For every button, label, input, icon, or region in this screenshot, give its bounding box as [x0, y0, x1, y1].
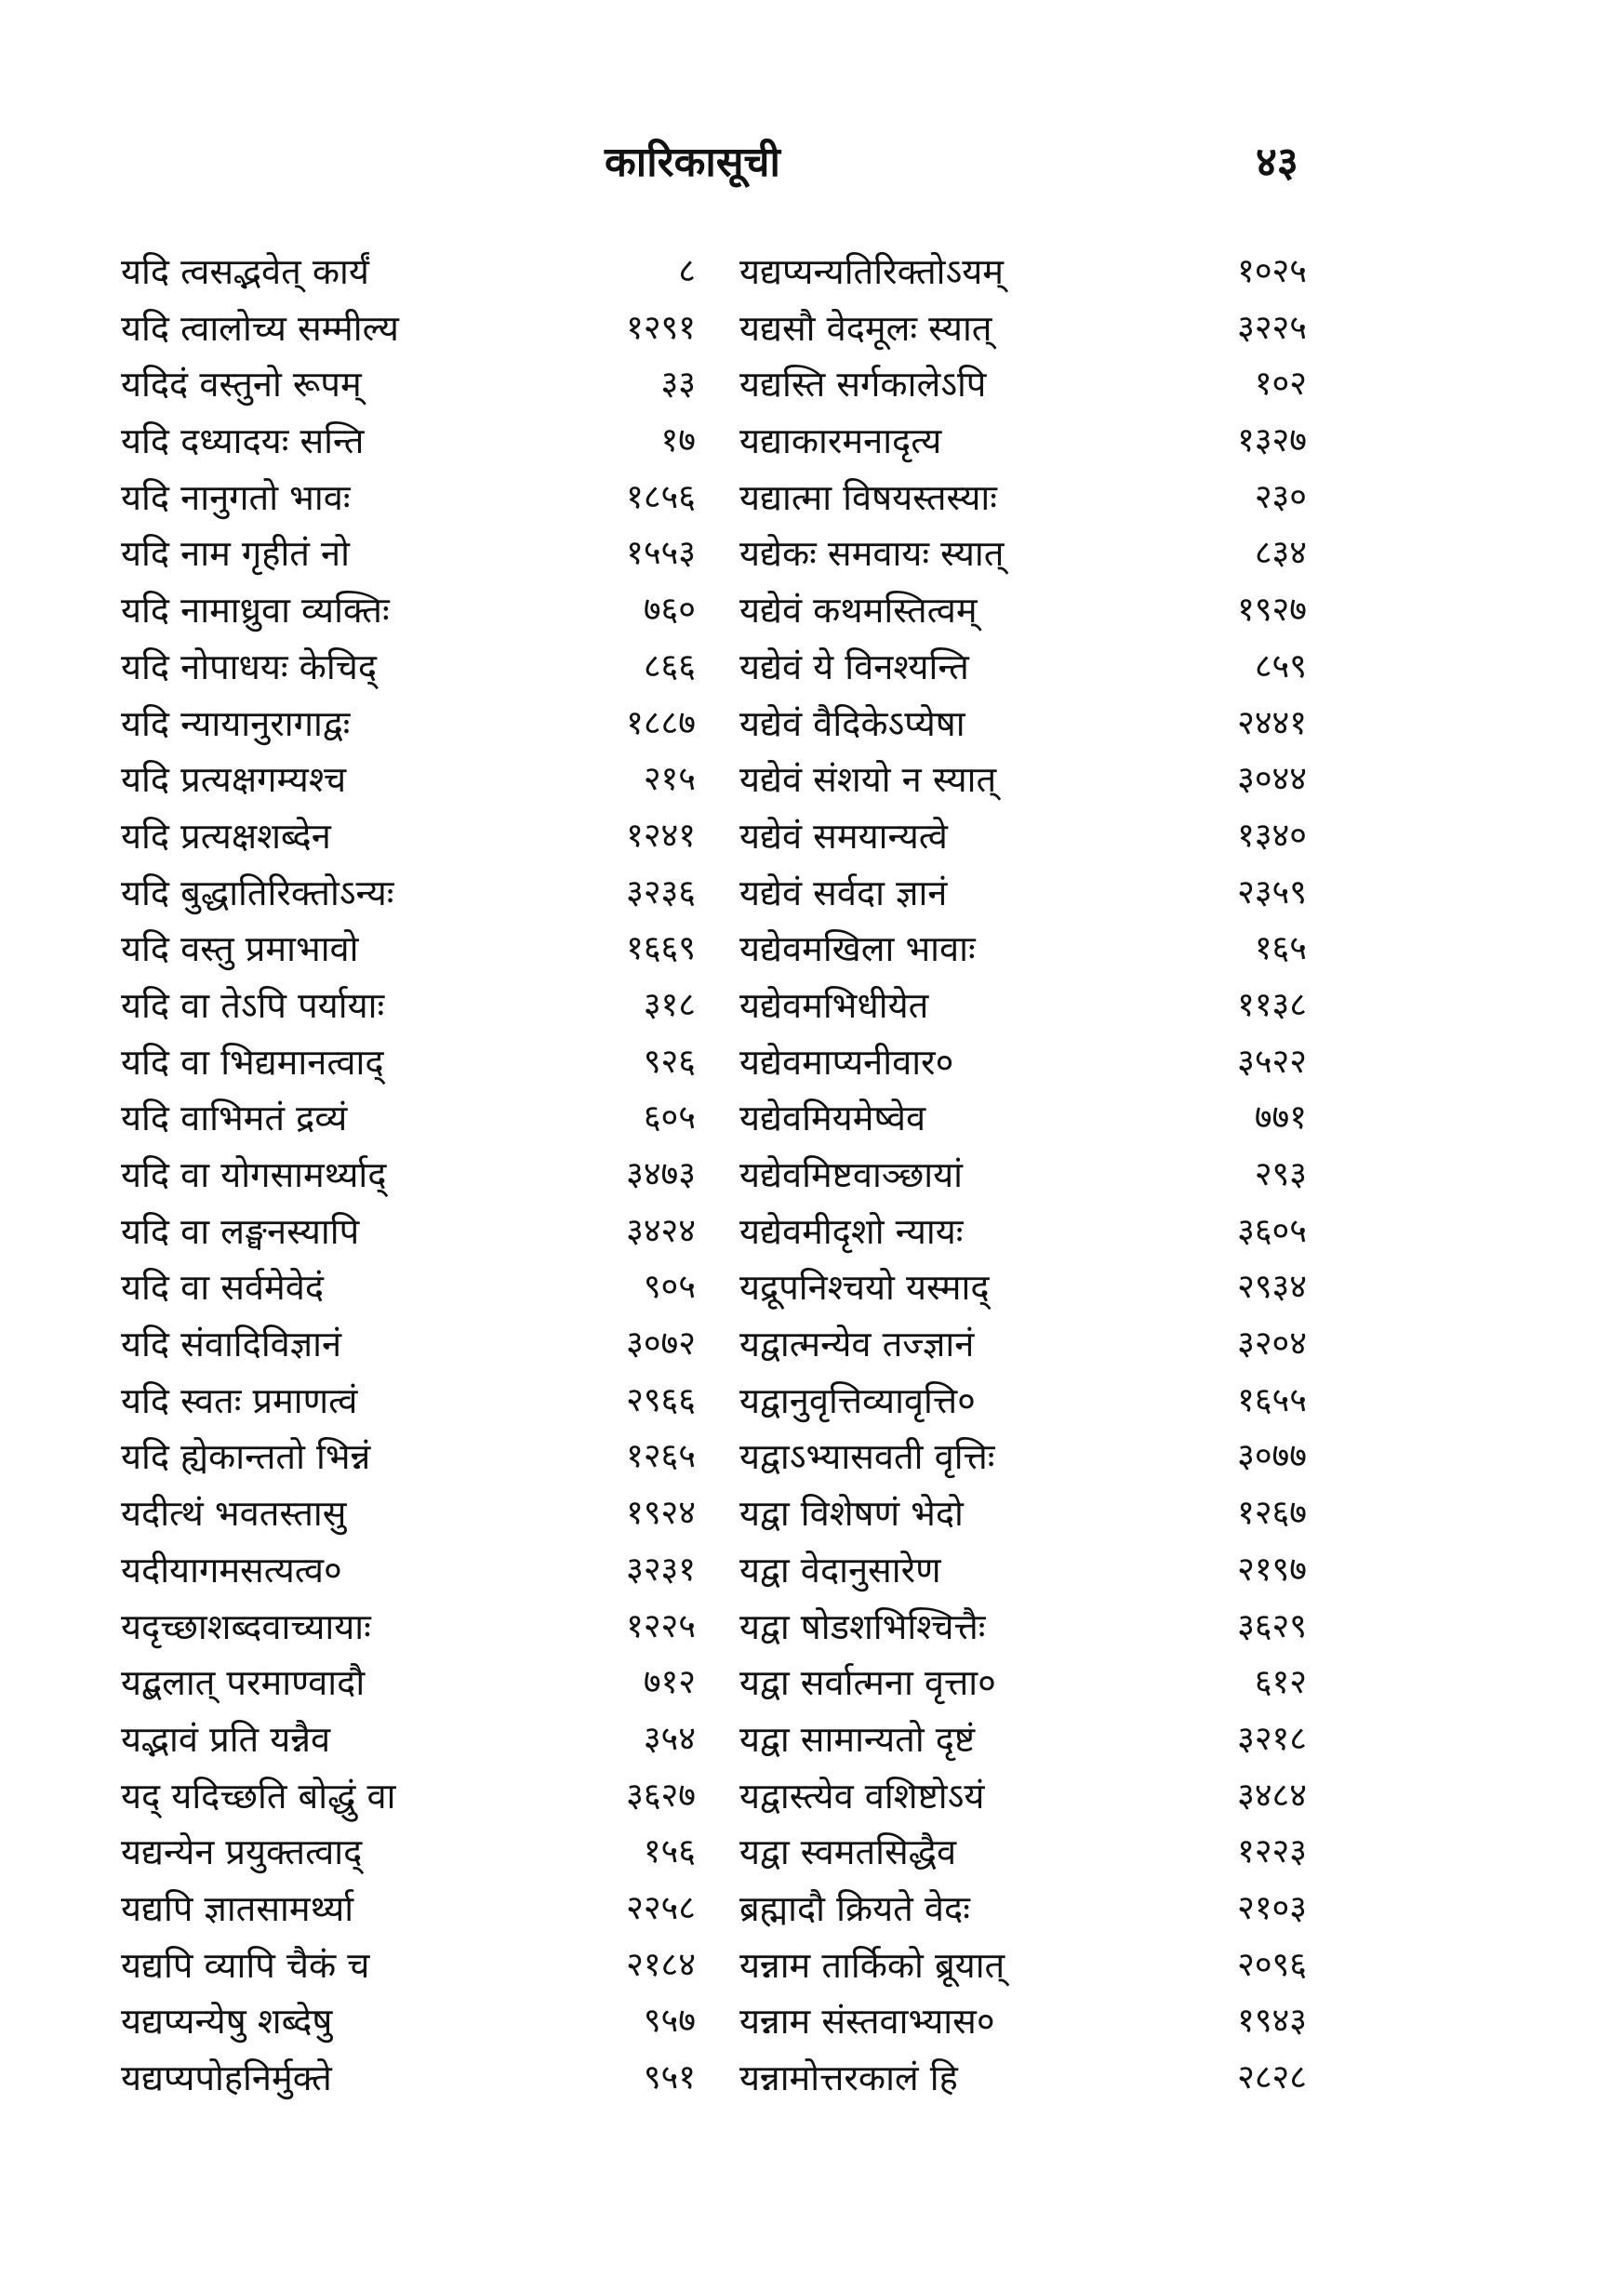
karika-number: ३२२५: [1237, 308, 1307, 347]
karika-number: ७१२: [643, 1663, 696, 1702]
karika-number: ३६२७: [626, 1776, 696, 1815]
karika-number: २१५: [643, 760, 696, 799]
karika-number: १०२५: [1237, 252, 1307, 290]
karika-number: १५५३: [626, 534, 696, 573]
karika-number: १९४३: [1237, 2002, 1307, 2041]
index-entry: [121, 1090, 707, 1147]
page-header: [0, 130, 1624, 195]
karika-text: यदिदं वस्तुनो रूपम्: [121, 364, 362, 406]
karika-number: १३४०: [1237, 816, 1307, 855]
index-entry: [739, 1429, 1316, 1485]
karika-text: यदृच्छाशब्दवाच्यायाः: [121, 1605, 371, 1647]
karika-text: यद्वात्मन्येव तज्ज्ञानं: [739, 1324, 975, 1365]
karika-text: यदि वा सर्वमेवेदं: [121, 1267, 325, 1309]
index-entry: [739, 526, 1316, 582]
karika-text: यद्वा सर्वात्मना वृत्ता०: [739, 1662, 996, 1704]
index-entry: [121, 1259, 707, 1316]
karika-text: यद्यप्यन्यतिरिक्तोऽयम्: [739, 251, 1004, 292]
index-entry: [121, 808, 707, 865]
index-entry: [739, 921, 1316, 978]
karika-number: ३०७२: [626, 1325, 696, 1364]
karika-number: ३२१८: [1237, 1719, 1307, 1758]
karika-number: ८: [678, 252, 696, 290]
karika-text: यद्वा वेदानुसारेण: [739, 1549, 941, 1591]
karika-number: ३३: [660, 365, 696, 404]
karika-number: ३२३१: [626, 1550, 696, 1589]
index-entry: [739, 1824, 1316, 1881]
index-entry: [739, 1147, 1316, 1204]
karika-number: ७६०: [643, 591, 696, 630]
index-entry: [739, 1542, 1316, 1599]
karika-text: यद्येवमीदृशो न्यायः: [739, 1210, 964, 1252]
index-entry: [739, 1655, 1316, 1711]
karika-number: ८६६: [643, 646, 696, 686]
index-entry: [121, 1599, 707, 1656]
karika-number: २१०३: [1237, 1888, 1307, 1927]
index-entry: [739, 244, 1316, 300]
karika-text: यद्येवं वैदिकेऽप्येषा: [739, 702, 965, 744]
karika-number: १६५: [1254, 929, 1307, 968]
karika-text: यद्येवं सर्वदा ज्ञानं: [739, 872, 948, 913]
index-entry: [739, 978, 1316, 1034]
karika-text: यद्यस्ति सर्गकालेऽपि: [739, 364, 987, 406]
index-entry: [121, 921, 707, 978]
karika-number: ९२६: [643, 1042, 696, 1081]
index-entry: [739, 1373, 1316, 1430]
index-entry: [121, 1881, 707, 1937]
karika-text: यद्यपि व्यापि चैकं च: [121, 1944, 370, 1986]
index-entry: [739, 1259, 1316, 1316]
karika-number: २८२८: [1237, 2058, 1307, 2097]
karika-number: १८८७: [626, 703, 696, 742]
karika-number: ९५७: [643, 2002, 696, 2041]
karika-number: १२९१: [626, 308, 696, 347]
karika-number: ९५१: [643, 2058, 696, 2097]
karika-text: यदि संवादिविज्ञानं: [121, 1324, 342, 1365]
karika-number: २९३: [1254, 1155, 1307, 1193]
karika-number: ३५४: [643, 1719, 696, 1758]
karika-number: ३४८४: [1237, 1776, 1307, 1815]
karika-number: १२६७: [1237, 1494, 1307, 1533]
karika-number: ३१८: [643, 985, 696, 1024]
karika-text: यदि प्रत्यक्षगम्यश्च: [121, 759, 347, 801]
index-entry: [739, 1034, 1316, 1091]
karika-number: ८५९: [1254, 646, 1307, 686]
index-entry: [121, 1768, 707, 1825]
karika-text: यदि त्वालोच्य सम्मील्य: [121, 307, 399, 349]
karika-text: यद्येवमखिला भावाः: [739, 928, 976, 970]
index-entry: [121, 470, 707, 526]
karika-number: २९३४: [1237, 1268, 1307, 1307]
page-title: कारिकासूची: [605, 139, 780, 186]
index-entry: [121, 1373, 707, 1430]
karika-number: १३२७: [1237, 421, 1307, 460]
karika-text: यदि नाम गृहीतं नो: [121, 533, 350, 575]
karika-number: १७: [660, 421, 696, 460]
index-entry: [739, 582, 1316, 639]
karika-text: यदीयागमसत्यत्व०: [121, 1549, 342, 1591]
karika-text: यदि त्वसद्भवेत् कार्यं: [121, 251, 369, 292]
karika-text: यद्यप्यपोहनिर्मुक्ते: [121, 2057, 332, 2098]
karika-number: २४४१: [1237, 703, 1307, 742]
karika-number: १९२७: [1237, 591, 1307, 630]
index-entry: [121, 244, 707, 300]
karika-text: यदि वा लङ्घनस्यापि: [121, 1210, 360, 1252]
karika-number: १५६: [643, 1832, 696, 1871]
karika-number: १६५५: [1237, 1380, 1307, 1419]
index-entry: [121, 300, 707, 357]
index-entry: [121, 1711, 707, 1768]
index-entry: [121, 1993, 707, 2050]
karika-number: १२६५: [626, 1437, 696, 1476]
karika-number: ६१२: [1254, 1663, 1307, 1702]
karika-text: ब्रह्मादौ क्रियते वेदः: [739, 1887, 970, 1929]
karika-number: २१९७: [1237, 1550, 1307, 1589]
karika-text: यद्रूपनिश्चयो यस्माद्: [739, 1267, 990, 1309]
karika-text: यद्येवमभिधीयेत: [739, 984, 929, 1026]
index-entry: [121, 978, 707, 1034]
index-entry: [121, 1937, 707, 1994]
karika-text: यदि वस्तु प्रमाभावो: [121, 928, 359, 970]
karika-text: यद्वा स्वमतसिद्धैव: [739, 1831, 957, 1873]
karika-number: ३०४४: [1237, 760, 1307, 799]
karika-text: यद्वाऽभ्यासवती वृत्तिः: [739, 1436, 995, 1478]
index-entry: [121, 582, 707, 639]
karika-text: यद्वा षोडशभिश्चित्तैः: [739, 1605, 986, 1647]
index-entry: [121, 356, 707, 413]
index-entry: [739, 2050, 1316, 2107]
index-entry: [739, 1090, 1316, 1147]
karika-text: यदि नानुगतो भावः: [121, 476, 351, 518]
index-entry: [121, 1316, 707, 1373]
index-column-left: [121, 244, 707, 2107]
karika-number: १२२३: [1237, 1832, 1307, 1871]
karika-text: यद्वानुवृत्तिव्यावृत्ति०: [739, 1379, 976, 1421]
karika-text: यद्येवं ये विनश्यन्ति: [739, 646, 969, 687]
index-entry: [121, 865, 707, 922]
karika-number: २३०: [1254, 477, 1307, 516]
index-entry: [121, 526, 707, 582]
karika-text: यद्याकारमनादृत्य: [739, 420, 942, 462]
karika-number: २९६६: [626, 1380, 696, 1419]
karika-number: ३५२२: [1237, 1042, 1307, 1081]
index-entry: [121, 1824, 707, 1881]
index-entry: [121, 696, 707, 752]
index-entry: [121, 1542, 707, 1599]
karika-text: यद्यप्यन्येषु शब्देषु: [121, 2001, 333, 2043]
karika-text: यदि प्रत्यक्षशब्देन: [121, 815, 331, 857]
index-entry: [739, 1711, 1316, 1768]
karika-text: यद्बलात् परमाण्वादौ: [121, 1662, 366, 1704]
index-entry: [121, 1655, 707, 1711]
karika-text: यद्वा विशेषणं भेदो: [739, 1493, 964, 1535]
index-entry: [739, 470, 1316, 526]
index-entry: [121, 1429, 707, 1485]
karika-number: ७७१: [1254, 1098, 1307, 1138]
karika-number: २२५८: [626, 1888, 696, 1927]
karika-text: यन्नाम संस्तवाभ्यास०: [739, 2001, 995, 2043]
page-number: ४३: [1256, 139, 1298, 186]
index-entry: [739, 865, 1316, 922]
karika-text: यद्यपि ज्ञातसामर्थ्या: [121, 1887, 354, 1929]
karika-number: ३२०४: [1237, 1325, 1307, 1364]
karika-text: यद् यदिच्छति बोद्धुं वा: [121, 1775, 396, 1817]
index-entry: [121, 1485, 707, 1542]
karika-number: २०९६: [1237, 1945, 1307, 1984]
karika-text: यदि वाभिमतं द्रव्यं: [121, 1098, 348, 1139]
index-entry: [121, 752, 707, 808]
karika-number: ९०५: [643, 1268, 696, 1307]
karika-number: ११३८: [1237, 985, 1307, 1024]
karika-text: यदि ह्येकान्ततो भिन्नं: [121, 1436, 371, 1478]
karika-text: यद्येवं समयान्यत्वे: [739, 815, 948, 857]
index-entry: [739, 1204, 1316, 1260]
index-entry: [739, 639, 1316, 696]
index-entry: [121, 1147, 707, 1204]
karika-number: ८३४: [1254, 534, 1307, 573]
karika-text: यद्यात्मा विषयस्तस्याः: [739, 476, 997, 518]
index-entry: [121, 639, 707, 696]
index-entry: [739, 356, 1316, 413]
karika-text: यन्नामोत्तरकालं हि: [739, 2057, 958, 2098]
index-entry: [739, 300, 1316, 357]
index-entry: [739, 1316, 1316, 1373]
index-entry: [121, 2050, 707, 2107]
karika-number: ३६०५: [1237, 1211, 1307, 1250]
index-entry: [739, 1485, 1316, 1542]
karika-text: यद्येवमियमेष्वेव: [739, 1098, 926, 1139]
karika-number: १८५६: [626, 477, 696, 516]
karika-number: २१८४: [626, 1945, 696, 1984]
karika-text: यद्भावं प्रति यन्नैव: [121, 1718, 331, 1760]
karika-text: यदि बुद्धातिरिक्तोऽन्यः: [121, 872, 394, 913]
index-entry: [121, 1034, 707, 1091]
karika-text: यदि नोपाधयः केचिद्: [121, 646, 377, 687]
karika-number: १६६९: [626, 929, 696, 968]
karika-number: ६०५: [643, 1098, 696, 1138]
karika-text: यन्नाम तार्किको ब्रूयात्: [739, 1944, 1005, 1986]
index-entry: [739, 1937, 1316, 1994]
karika-text: यद्यन्येन प्रयुक्तत्वाद्: [121, 1831, 363, 1873]
index-entry: [739, 808, 1316, 865]
index-entry: [739, 696, 1316, 752]
karika-number: १९२४: [626, 1494, 696, 1533]
karika-text: यद्वास्त्येव वशिष्टोऽयं: [739, 1775, 985, 1817]
karika-text: यद्येवमाप्यनीवार०: [739, 1041, 954, 1083]
karika-text: यदीत्थं भवतस्तासु: [121, 1493, 347, 1535]
index-entry: [739, 752, 1316, 808]
karika-number: १०२: [1254, 365, 1307, 404]
karika-text: यदि नामाध्रुवा व्यक्तिः: [121, 590, 390, 632]
karika-text: यद्यसौ वेदमूलः स्यात्: [739, 307, 992, 349]
index-entry: [739, 1599, 1316, 1656]
index-entry: [739, 1993, 1316, 2050]
karika-number: १२४१: [626, 816, 696, 855]
karika-number: ३४७३: [626, 1155, 696, 1193]
karika-number: ३४२४: [626, 1211, 696, 1250]
karika-text: यदि वा भिद्यमानत्वाद्: [121, 1041, 384, 1083]
karika-number: ३०७७: [1237, 1437, 1307, 1476]
index-entry: [121, 1204, 707, 1260]
index-entry: [739, 1768, 1316, 1825]
karika-text: यदि वा तेऽपि पर्यायाः: [121, 984, 385, 1026]
karika-text: यद्वा सामान्यतो दृष्टं: [739, 1718, 976, 1760]
karika-text: यदि दध्यादयः सन्ति: [121, 420, 365, 462]
karika-text: यदि स्वतः प्रमाणत्वं: [121, 1379, 358, 1421]
karika-text: यद्येवं संशयो न स्यात्: [739, 759, 997, 801]
karika-number: ३२३६: [626, 872, 696, 912]
index-entry: [739, 1881, 1316, 1937]
karika-number: २३५९: [1237, 872, 1307, 912]
karika-number: ३६२९: [1237, 1606, 1307, 1645]
karika-number: १२२५: [626, 1606, 696, 1645]
index-column-right: [739, 244, 1316, 2107]
index-entry: [121, 413, 707, 470]
karika-text: यदि वा योगसामर्थ्याद्: [121, 1154, 387, 1195]
karika-text: यद्येवं कथमस्तित्वम्: [739, 590, 978, 632]
karika-text: यद्येकः समवायः स्यात्: [739, 533, 1005, 575]
index-entry: [739, 413, 1316, 470]
karika-text: यदि न्यायानुरागाद्वः: [121, 702, 351, 744]
karika-text: यद्येवमिष्टवाञ्छायां: [739, 1154, 963, 1195]
